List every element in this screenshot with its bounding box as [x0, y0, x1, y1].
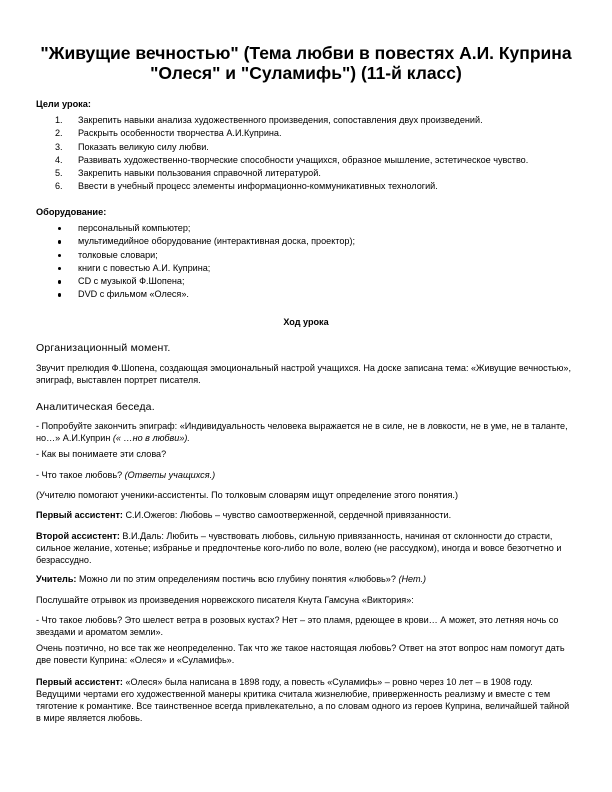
org-heading: Организационный момент. — [36, 342, 171, 354]
list-item: мультимедийное оборудование (интерактивная доска, проектор); — [36, 235, 576, 248]
list-item: 5. Закрепить навыки пользования справочной литературой. — [55, 168, 321, 179]
list-item: персональный компьютер; — [36, 222, 576, 235]
list-item: 1. Закрепить навыки анализа художественного произведения, сопоставления двух произведений. — [55, 115, 483, 125]
list-item: 4. Развивать художественно-творческие способности учащихся, образное мышление, эстетическое чувство. — [55, 154, 529, 165]
bullet-icon — [58, 254, 61, 257]
list-item: CD с музыкой Ф.Шопена; — [36, 275, 576, 288]
paragraph: Очень поэтично, но все так же неопределенно. Так что же такое настоящая любовь? Ответ на этот вопрос нам помогут дать две повести Куприна: «Олеся» и «Суламифь». — [36, 643, 565, 665]
list-item: 3. Показать великую силу любви. — [55, 141, 209, 152]
list-item: DVD с фильмом «Олеся». — [36, 288, 576, 301]
paragraph: (Учителю помогают ученики-ассистенты. По толковым словарям ищут определение этого понятия.) — [36, 490, 458, 500]
goals-heading: Цели урока: — [36, 99, 91, 109]
paragraph: - Попробуйте закончить эпиграф: «Индивидуальность человека выражается не в силе, не в ловкости, не в уме, не в таланте, но…» А.И.Куприн (« …но в любви»). — [36, 421, 568, 443]
list-item: 6. Ввести в учебный процесс элементы информационно-коммуникативных технологий. — [55, 181, 438, 192]
list-item: толковые словари; — [36, 249, 576, 262]
paragraph: Первый ассистент: «Олеся» была написана в 1898 году, а повесть «Суламифь» – ровно через 10 лет – в 1908 году. Ведущими чертами его художественной манеры критика считала жизнелюбие, приверженность реализму и вместе с тем тяготение к романтике. Все таинственное всегда привлекательно, а по словам одного из героев Куприна, величайшей тайной в мире является любовь. — [36, 677, 570, 723]
paragraph: Учитель: Можно ли по этим определениям постичь всю глубину понятия «любовь»? (Нет.) — [36, 574, 427, 584]
list-item: 2. Раскрыть особенности творчества А.И.Куприна. — [55, 128, 282, 139]
analysis-heading: Аналитическая беседа. — [36, 401, 155, 413]
equipment-list — [36, 222, 576, 302]
list-item: книги с повестью А.И. Куприна; — [36, 262, 576, 275]
bullet-icon — [58, 280, 61, 283]
goals-list — [36, 114, 576, 194]
bullet-icon — [58, 240, 61, 243]
page-title: "Живущие вечностью" (Тема любви в повестях А.И. Куприна "Олеся" и "Суламифь") (11-й класс) — [40, 43, 572, 83]
equipment-heading: Оборудование: — [36, 207, 107, 217]
lesson-heading: Ход урока — [283, 317, 329, 327]
paragraph: - Как вы понимаете эти слова? — [36, 449, 167, 459]
paragraph: Первый ассистент: С.И.Ожегов: Любовь – чувство самоотверженной, сердечной привязанности. — [36, 510, 452, 520]
paragraph: - Что такое любовь? Это шелест ветра в розовых кустах? Нет – это пламя, рдеющее в крови… А может, это летняя ночь со звездами и ароматом земли». — [36, 615, 559, 637]
bullet-icon — [58, 267, 61, 270]
paragraph: - Что такое любовь? (Ответы учащихся.) — [36, 470, 216, 480]
org-text: Звучит прелюдия Ф.Шопена, создающая эмоциональный настрой учащихся. На доске записана тема: «Живущие вечностью», эпиграф, выставлен портрет писателя. — [36, 363, 572, 385]
paragraph: Второй ассистент: В.И.Даль: Любить – чувствовать любовь, сильную привязанность, начиная от склонности до страсти, сильное желание, хотенье; избранье и предпочтенье кого-либо по воле, волею (не рассудком), иногда и вовсе безотчетно и безрассудно. — [36, 531, 562, 565]
bullet-icon — [58, 293, 61, 296]
paragraph: Послушайте отрывок из произведения норвежского писателя Кнута Гамсуна «Виктория»: — [36, 595, 414, 605]
bullet-icon — [58, 227, 61, 230]
